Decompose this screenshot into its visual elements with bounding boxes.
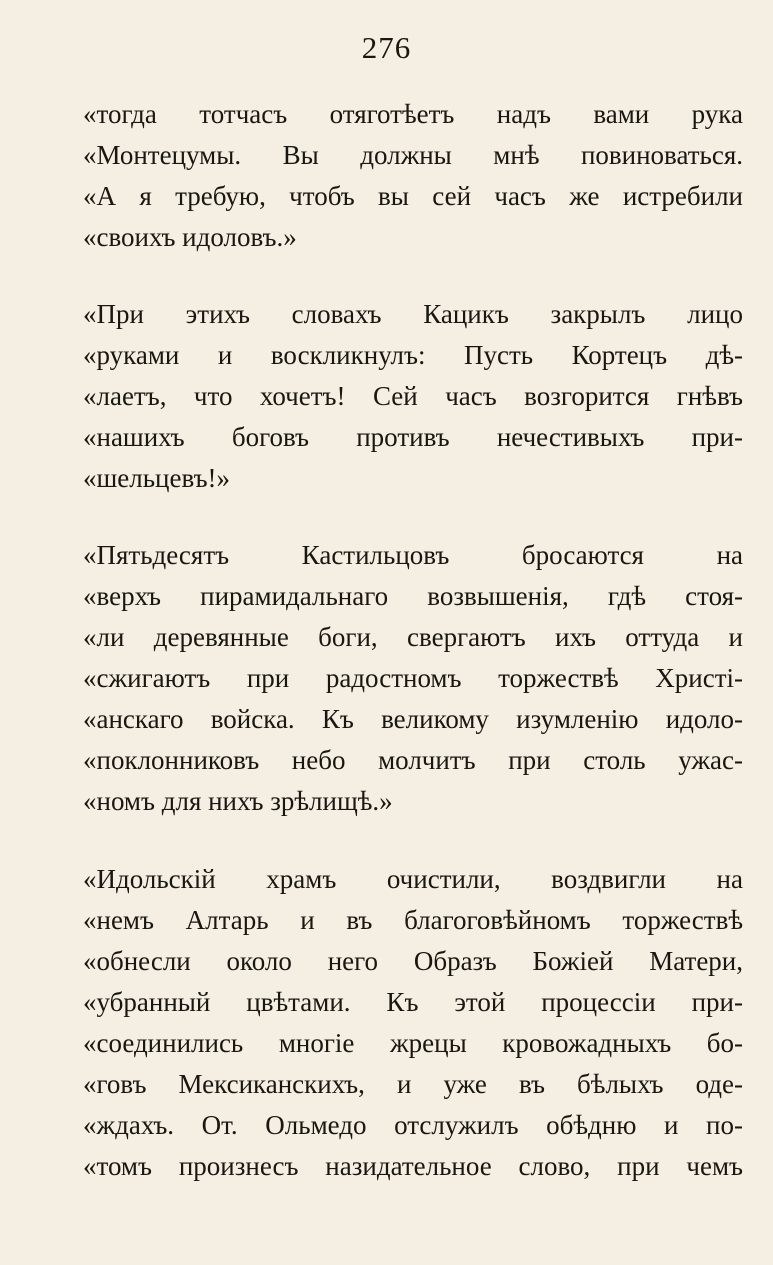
text-line: «Монтецумы. Вы должны мнѣ повиноваться. — [83, 140, 743, 170]
text-line: «нашихъ боговъ противъ нечестивыхъ при- — [83, 422, 743, 452]
text-line: «лаетъ, что хочетъ! Сей часъ возгорится гнѣвъ — [83, 381, 743, 411]
text-line: «поклонниковъ небо молчитъ при столь ужас- — [83, 745, 743, 775]
text-line: «номъ для нихъ зрѣлищѣ.» — [83, 786, 393, 816]
text-line: «говъ Мексиканскихъ, и уже въ бѣлыхъ одe- — [83, 1069, 743, 1099]
text-line: «ли деревянные боги, свергаютъ ихъ оттуда и — [83, 622, 743, 652]
text-line: «Пятьдесятъ Кастильцовъ бросаются на — [83, 540, 743, 570]
text-line: «томъ произнесъ назидательное слово, при чемъ — [83, 1151, 743, 1181]
paragraph — [83, 535, 743, 822]
text-line: «сжигаютъ при радостномъ торжествѣ Христі- — [83, 663, 743, 693]
text-line: «При этихъ словахъ Кацикъ закрылъ лицо — [83, 299, 743, 329]
page-number: 276 — [361, 30, 412, 65]
text-line: «убранный цвѣтами. Къ этой процессіи при- — [83, 987, 743, 1017]
text-line: «обнесли около него Образъ Божіей Матери, — [83, 946, 743, 976]
text-line: «тогда тотчасъ отяготѣетъ надъ вами рука — [83, 99, 743, 129]
paragraph — [83, 94, 743, 258]
text-line: «руками и воскликнулъ: Пусть Кортецъ дѣ- — [83, 340, 743, 370]
text-line: «А я требую, чтобъ вы сей часъ же истребили — [83, 181, 743, 211]
text-line: «своихъ идоловъ.» — [83, 222, 297, 252]
paragraph — [83, 294, 743, 499]
text-line: «анскаго войска. Къ великому изумленію идоло- — [83, 704, 743, 734]
text-line: «соединились многіе жрецы кровожадныхъ бо- — [83, 1028, 743, 1058]
text-line: «верхъ пирамидальнаго возвышенія, гдѣ стоя- — [83, 581, 743, 611]
text-line: «Идольскій храмъ очистили, воздвигли на — [83, 864, 743, 894]
text-line: «шельцевъ!» — [83, 463, 231, 493]
text-line: «ждахъ. От. Ольмедо отслужилъ обѣдню и по- — [83, 1110, 743, 1140]
paragraph — [83, 859, 743, 1187]
text-line: «немъ Алтарь и въ благоговѣйномъ торжествѣ — [83, 905, 743, 935]
